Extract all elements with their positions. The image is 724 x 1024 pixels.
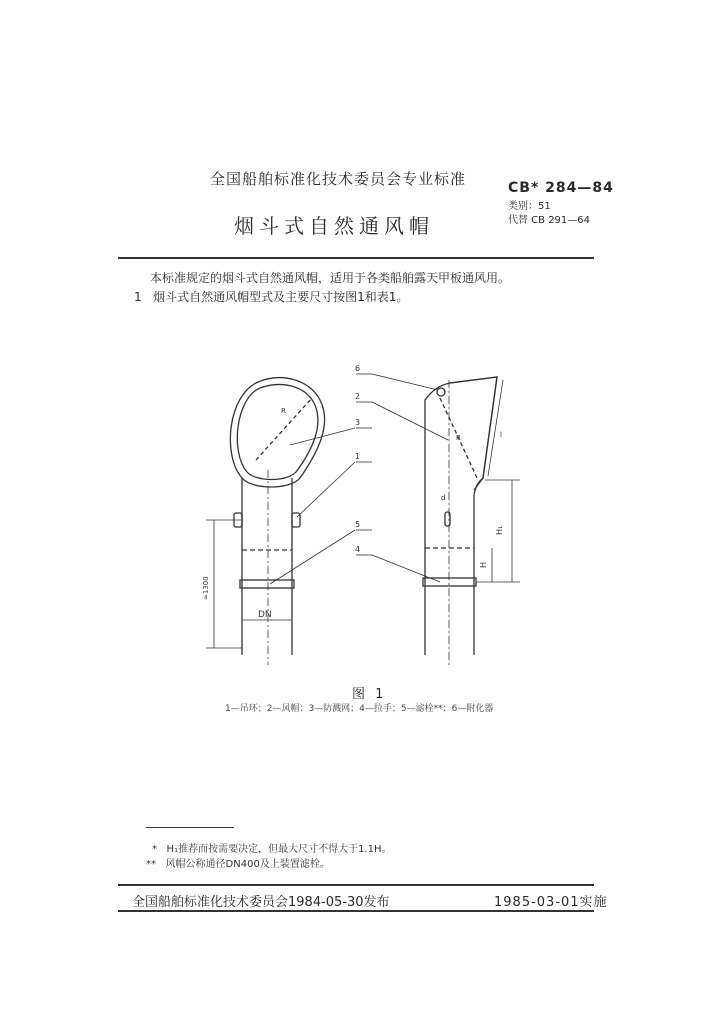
footnote-1 <box>152 840 392 855</box>
front-radius-label: R <box>281 407 286 415</box>
clause-text: 烟斗式自然通风帽型式及主要尺寸按图1和表1。 <box>153 290 409 304</box>
footnote-2 <box>146 855 330 870</box>
standard-replaces: 代替 CB 291—64 <box>508 215 591 226</box>
document-title: 烟斗式自然通风帽 <box>234 214 434 238</box>
side-collar <box>423 578 476 586</box>
footer-rule-bottom <box>118 910 594 912</box>
scope-paragraph: 本标准规定的烟斗式自然通风帽，适用于各类船舶露天甲板通风用。 <box>150 271 511 285</box>
cowl-front-inner <box>237 384 318 479</box>
effective-date: 1985-03-01实施 <box>494 895 608 910</box>
callout-6: 6 <box>355 364 361 373</box>
standard-code: CB* 284—84 <box>508 180 614 196</box>
figure-caption: 图 1 <box>352 687 387 702</box>
side-l-label: l <box>500 431 502 439</box>
side-d-label: d <box>441 494 446 502</box>
cowl-side-outline <box>425 377 497 655</box>
footnote-2-mark: ** <box>146 859 156 870</box>
figure-legend: 1—吊环；2—风帽；3—防溅网；4—拉手；5—滤栓**；6—附化器 <box>225 704 494 714</box>
leader-6-side <box>372 374 438 390</box>
org-header: 全国船舶标准化技术委员会专业标准 <box>210 170 467 188</box>
footnote-1-text: H₁推荐而按需要决定，但最大尺寸不得大于1.1H。 <box>166 844 392 855</box>
leader-2-side <box>372 402 448 440</box>
h1-label: H₁ <box>495 525 504 535</box>
footer-rule-top <box>118 884 594 886</box>
footnote-rule <box>146 827 234 828</box>
dn-label: DN <box>258 610 272 620</box>
lifting-ring <box>437 388 445 396</box>
leader-5-front <box>270 530 355 584</box>
callout-2: 2 <box>355 392 361 401</box>
issue-notice: 全国船舶标准化技术委员会1984-05-30发布 <box>132 895 390 910</box>
front-collar <box>240 580 294 588</box>
leader-4-side <box>372 555 440 582</box>
height-1300-label: ≈1300 <box>202 576 210 600</box>
callout-1: 1 <box>355 452 361 461</box>
callout-4: 4 <box>355 545 361 554</box>
h-label: H <box>479 561 488 568</box>
footnote-2-text: 风帽公称通径DN400及上装置滤栓。 <box>165 859 330 870</box>
leader-3-front <box>290 428 355 445</box>
standard-category: 类别：51 <box>508 201 551 212</box>
cowl-front-outline <box>230 378 324 487</box>
callout-5: 5 <box>355 520 361 529</box>
side-radius-label: R <box>456 434 461 442</box>
clause-number: 1 <box>134 290 142 304</box>
footnote-1-mark: * <box>152 844 157 855</box>
callout-3: 3 <box>355 418 361 427</box>
